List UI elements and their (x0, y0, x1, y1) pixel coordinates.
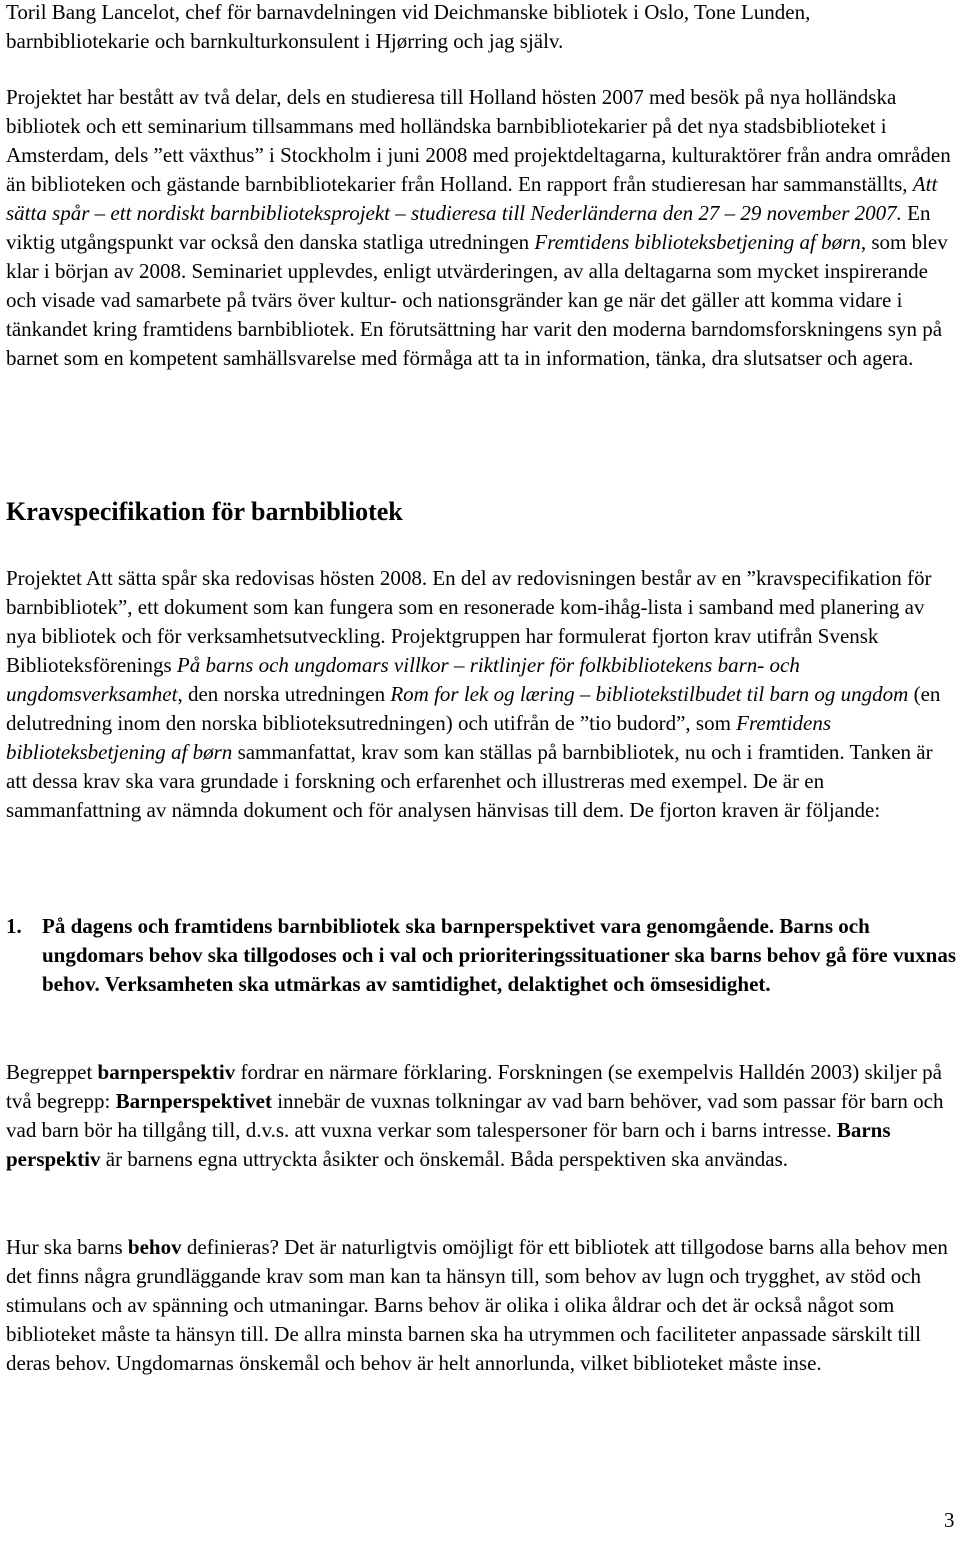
text-run: Projektet har bestått av två delar, dels en studieresa till Holland hösten 2007 med besök på nya holländska bibliotek och ett seminarium tillsammans med holländska barnbibliotekarier på det nya stadsbiblioteket i Amsterdam, dels ”ett växthus” i Stockholm i juni 2008 med projektdeltagarna, kulturaktörer från andra områden än biblioteken och gästande barnbibliotekarier från Holland. En rapport från studieresan har sammanställts, (6, 85, 951, 196)
norwegian-report-title: Rom for lek og læring – bibliotekstilbudet til barn og ungdom (390, 682, 909, 706)
text-run: Begreppet (6, 1060, 98, 1084)
intro-paragraph (6, 0, 956, 56)
danish-report-title: Fremtidens biblioteksbetjening af børn (6, 711, 832, 764)
text-run: Hur ska barns (6, 1235, 128, 1259)
term-bold: Barns perspektiv (6, 1118, 891, 1171)
text-run: , den norska utredningen (177, 682, 391, 706)
report-title: Att sätta spår – ett nordiskt barnbiblioteksprojekt – studieresa till Nederländerna den 27 – 29 november 2007. (6, 172, 938, 225)
list-number: 1. (6, 914, 22, 938)
child-perspective-paragraph (6, 1058, 956, 1174)
term-bold: Barnperspektivet (115, 1089, 272, 1113)
specification-paragraph (6, 564, 956, 825)
text-run: (en delutredning inom den norska biblioteksutredningen) och utifrån de ”tio budord”, som (6, 682, 941, 735)
text-run: är barnens egna uttryckta åsikter och önskemål. Båda perspektiven ska användas. (100, 1147, 789, 1171)
needs-paragraph (6, 1233, 956, 1378)
text-run: innebär de vuxnas tolkningar av vad barn behöver, vad som passar för barn och vad barn bör ha tillgång till, d.v.s. att vuxna verkar som talespersoner för barn och i barns intresse. (6, 1089, 944, 1142)
list-item: På dagens och framtidens barnbibliotek ska barnperspektivet vara genomgående. Barns och ungdomars behov ska tillgodoses och i val och prioriteringssituationer ska barns behov gå före vuxnas behov. Verksamheten ska utmärkas av samtidighet, delaktighet och ömsesidighet. (42, 914, 956, 996)
term-bold: barnperspektiv (97, 1060, 236, 1084)
text-run: Projektet Att sätta spår ska redovisas hösten 2008. En del av redovisningen består av en ”kravspecifikation för barnbibliotek”, ett dokument som kan fungera som en resonerade kom-ihåg-lista i samband med planering av nya bibliotek och för verksamhetsutveckling. Projektgruppen har formulerat fjorton krav utifrån Svensk Biblioteksförenings (6, 566, 932, 677)
text-run: fordrar en närmare förklaring. Forskningen (se exempelvis Halldén 2003) skiljer på två begrepp: (6, 1060, 943, 1113)
project-paragraph (6, 83, 956, 373)
text-run: definieras? Det är naturligtvis omöjligt för ett bibliotek att tillgodose barns alla behov men det finns några grundläggande krav som man kan ta hänsyn till, som behov av lugn och trygghet, av stöd och stimulans och av spänning och utmaningar. Barns behov är olika i olika åldrar och det är också något som biblioteket måste ta hänsyn till. De allra minsta barnen ska ha utrymmen och faciliteter anpassade särskilt till deras behov. Ungdomarnas önskemål och behov är helt annorlunda, vilket biblioteket måste inse. (6, 1235, 948, 1375)
page-number: 3 (944, 1508, 955, 1532)
inquiry-title: Fremtidens biblioteksbetjening af børn (534, 230, 861, 254)
text-run: Toril Bang Lancelot, chef för barnavdelningen vid Deichmanske bibliotek i Oslo, Tone Lunden, barnbibliotekarie och barnkulturkonsulent i Hjørring och jag själv. (6, 0, 811, 53)
guidelines-title: På barns och ungdomars villkor – riktlinjer för folkbibliotekens barn- och ungdomsverksamhet (6, 653, 800, 706)
requirement-list (6, 912, 956, 999)
section-heading: Kravspecifikation för barnbibliotek (6, 497, 403, 526)
term-bold: behov (127, 1235, 182, 1259)
text-run: , som blev klar i början av 2008. Seminariet upplevdes, enligt utvärderingen, av alla deltagarna som mycket inspirerande och visade vad samarbete på tvärs över kultur- och nationsgränder kan ge när det gäller att komma vidare i tänkandet kring framtidens barnbibliotek. En förutsättning har varit den moderna barndomsforskningens syn på barnet som en kompetent samhällsvarelse med förmåga att ta in information, tänka, dra slutsatser och agera. (6, 230, 948, 370)
text-run: En viktig utgångspunkt var också den danska statliga utredningen (6, 201, 931, 254)
text-run: sammanfattat, krav som kan ställas på barnbibliotek, nu och i framtiden. Tanken är att dessa krav ska vara grundade i forskning och erfarenhet och illustreras med exempel. De är en sammanfattning av nämnda dokument och för analysen hänvisas till dem. De fjorton kraven är följande: (6, 740, 933, 822)
